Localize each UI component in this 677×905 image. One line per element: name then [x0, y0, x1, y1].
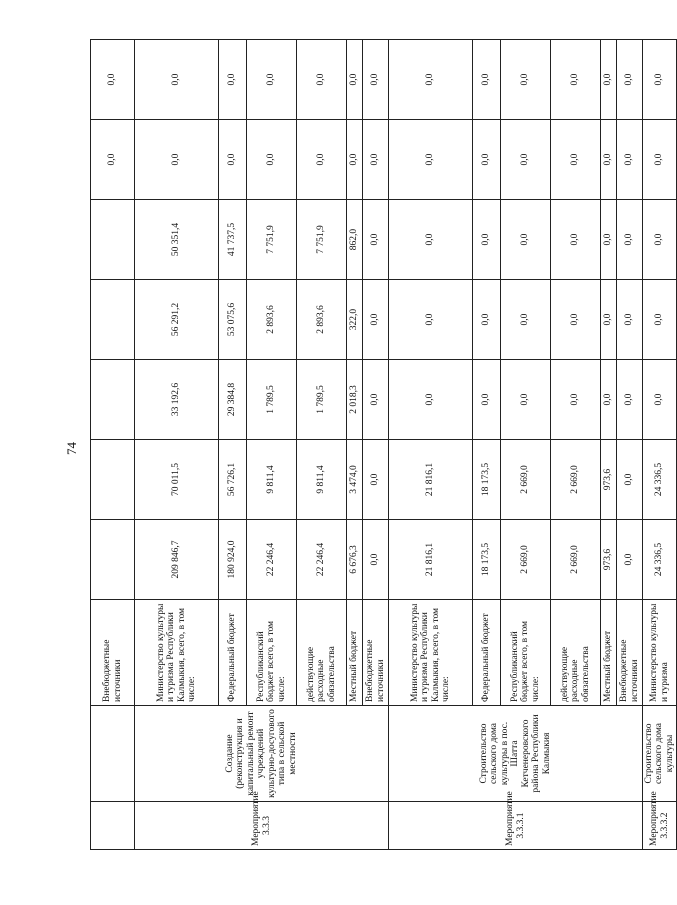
source-cell: Внебюджетные источники — [617, 600, 643, 706]
value-cell: 0,0 — [551, 280, 601, 360]
value-cell: 0,0 — [501, 40, 551, 120]
value-cell: 0,0 — [473, 40, 501, 120]
source-cell: Федеральный бюджет — [219, 600, 247, 706]
value-cell: 0,0 — [347, 40, 363, 120]
value-cell: 0,0 — [473, 120, 501, 200]
measure-title: Строительство сельского дома культуры в пос. Шатта Кетченеровского района Республики Калмыкия — [389, 706, 643, 802]
value-cell: 0,0 — [643, 280, 677, 360]
source-cell: Министерство культуры и туризма — [643, 600, 677, 706]
value-cell: 9 811,4 — [297, 440, 347, 520]
source-cell: Республиканский бюджет всего, в том числе: — [501, 600, 551, 706]
measure-code: Мероприятие 3.3.3.1 — [389, 802, 643, 850]
source-cell: Министерство культуры и туризма Республики Калмыкия, всего, в том числе: — [135, 600, 219, 706]
table-row — [643, 40, 677, 850]
rotated-table-wrapper — [90, 40, 675, 850]
value-cell: 973,6 — [601, 520, 617, 600]
value-cell: 9 811,4 — [247, 440, 297, 520]
value-cell: 0,0 — [501, 200, 551, 280]
value-cell: 0,0 — [501, 360, 551, 440]
value-cell: 0,0 — [601, 200, 617, 280]
value-cell: 0,0 — [617, 520, 643, 600]
value-cell: 0,0 — [91, 40, 135, 120]
value-cell: 0,0 — [219, 120, 247, 200]
measure-code: Мероприятие 3.3.3.2 — [643, 802, 677, 850]
value-cell: 0,0 — [389, 120, 473, 200]
value-cell: 21 816,1 — [389, 440, 473, 520]
value-cell — [91, 200, 135, 280]
value-cell: 2 669,0 — [551, 440, 601, 520]
value-cell: 0,0 — [363, 440, 389, 520]
value-cell: 0,0 — [643, 120, 677, 200]
value-cell: 33 192,6 — [135, 360, 219, 440]
value-cell: 0,0 — [247, 120, 297, 200]
value-cell — [91, 360, 135, 440]
value-cell: 2 669,0 — [501, 520, 551, 600]
value-cell: 0,0 — [617, 40, 643, 120]
source-cell: Местный бюджет — [347, 600, 363, 706]
value-cell: 0,0 — [501, 280, 551, 360]
value-cell: 56 291,2 — [135, 280, 219, 360]
value-cell: 180 924,0 — [219, 520, 247, 600]
value-cell: 0,0 — [297, 40, 347, 120]
value-cell: 41 737,5 — [219, 200, 247, 280]
value-cell: 21 816,1 — [389, 520, 473, 600]
value-cell: 0,0 — [643, 40, 677, 120]
value-cell: 24 336,5 — [643, 520, 677, 600]
value-cell: 2 018,3 — [347, 360, 363, 440]
value-cell: 0,0 — [297, 120, 347, 200]
value-cell: 0,0 — [219, 40, 247, 120]
value-cell: 0,0 — [617, 440, 643, 520]
value-cell: 29 384,8 — [219, 360, 247, 440]
value-cell: 70 011,5 — [135, 440, 219, 520]
value-cell: 0,0 — [601, 40, 617, 120]
value-cell: 24 336,5 — [643, 440, 677, 520]
value-cell: 973,6 — [601, 440, 617, 520]
source-cell: действующие расходные обязательства — [551, 600, 601, 706]
source-cell: Республиканский бюджет всего, в том числе: — [247, 600, 297, 706]
value-cell: 18 173,5 — [473, 440, 501, 520]
value-cell: 0,0 — [135, 120, 219, 200]
value-cell: 0,0 — [551, 200, 601, 280]
value-cell: 0,0 — [617, 120, 643, 200]
value-cell: 0,0 — [389, 40, 473, 120]
value-cell: 0,0 — [617, 200, 643, 280]
table-row — [135, 40, 219, 850]
value-cell: 18 173,5 — [473, 520, 501, 600]
value-cell: 0,0 — [363, 200, 389, 280]
value-cell: 2 893,6 — [247, 280, 297, 360]
value-cell: 209 846,7 — [135, 520, 219, 600]
source-cell: Внебюджетные источники — [91, 600, 135, 706]
value-cell: 2 669,0 — [551, 520, 601, 600]
value-cell: 0,0 — [389, 200, 473, 280]
value-cell: 0,0 — [551, 40, 601, 120]
measure-title: Создание (реконструкция и капитальный ремонт учреждений культурно-досугового типа в сельской местности — [135, 706, 389, 802]
value-cell: 22 246,4 — [247, 520, 297, 600]
value-cell: 0,0 — [363, 40, 389, 120]
value-cell: 0,0 — [473, 280, 501, 360]
value-cell: 56 726,1 — [219, 440, 247, 520]
value-cell: 7 751,9 — [297, 200, 347, 280]
value-cell: 6 676,3 — [347, 520, 363, 600]
value-cell: 22 246,4 — [297, 520, 347, 600]
value-cell: 0,0 — [389, 360, 473, 440]
value-cell: 0,0 — [601, 280, 617, 360]
value-cell: 0,0 — [643, 200, 677, 280]
table-row — [389, 40, 473, 850]
measure-code-cell — [91, 802, 135, 850]
page-number: 74 — [64, 442, 79, 455]
value-cell: 3 474,0 — [347, 440, 363, 520]
value-cell: 862,0 — [347, 200, 363, 280]
measure-title-cell — [91, 706, 135, 802]
value-cell: 53 075,6 — [219, 280, 247, 360]
value-cell — [91, 520, 135, 600]
value-cell: 322,0 — [347, 280, 363, 360]
value-cell: 0,0 — [601, 120, 617, 200]
value-cell: 0,0 — [473, 200, 501, 280]
table-row — [91, 40, 135, 850]
value-cell: 0,0 — [501, 120, 551, 200]
value-cell: 0,0 — [363, 280, 389, 360]
source-cell: Федеральный бюджет — [473, 600, 501, 706]
value-cell: 1 789,5 — [297, 360, 347, 440]
value-cell: 0,0 — [363, 120, 389, 200]
value-cell: 0,0 — [617, 280, 643, 360]
value-cell: 1 789,5 — [247, 360, 297, 440]
value-cell: 0,0 — [601, 360, 617, 440]
source-cell: Министерство культуры и туризма Республики Калмыкия, всего, в том числе: — [389, 600, 473, 706]
value-cell: 0,0 — [91, 120, 135, 200]
value-cell — [91, 280, 135, 360]
value-cell: 0,0 — [617, 360, 643, 440]
value-cell: 50 351,4 — [135, 200, 219, 280]
value-cell: 0,0 — [551, 120, 601, 200]
value-cell: 0,0 — [363, 520, 389, 600]
source-cell: Внебюджетные источники — [363, 600, 389, 706]
value-cell: 0,0 — [347, 120, 363, 200]
budget-table — [90, 39, 677, 850]
value-cell: 2 893,6 — [297, 280, 347, 360]
value-cell: 0,0 — [643, 360, 677, 440]
value-cell: 0,0 — [389, 280, 473, 360]
value-cell: 0,0 — [473, 360, 501, 440]
source-cell: действующие расходные обязательства — [297, 600, 347, 706]
measure-code: Мероприятие 3.3.3 — [135, 802, 389, 850]
value-cell: 0,0 — [363, 360, 389, 440]
value-cell: 0,0 — [247, 40, 297, 120]
value-cell: 0,0 — [551, 360, 601, 440]
measure-title: Строительство сельского дома культуры — [643, 706, 677, 802]
source-cell: Местный бюджет — [601, 600, 617, 706]
value-cell: 7 751,9 — [247, 200, 297, 280]
value-cell: 2 669,0 — [501, 440, 551, 520]
value-cell: 0,0 — [135, 40, 219, 120]
value-cell — [91, 440, 135, 520]
